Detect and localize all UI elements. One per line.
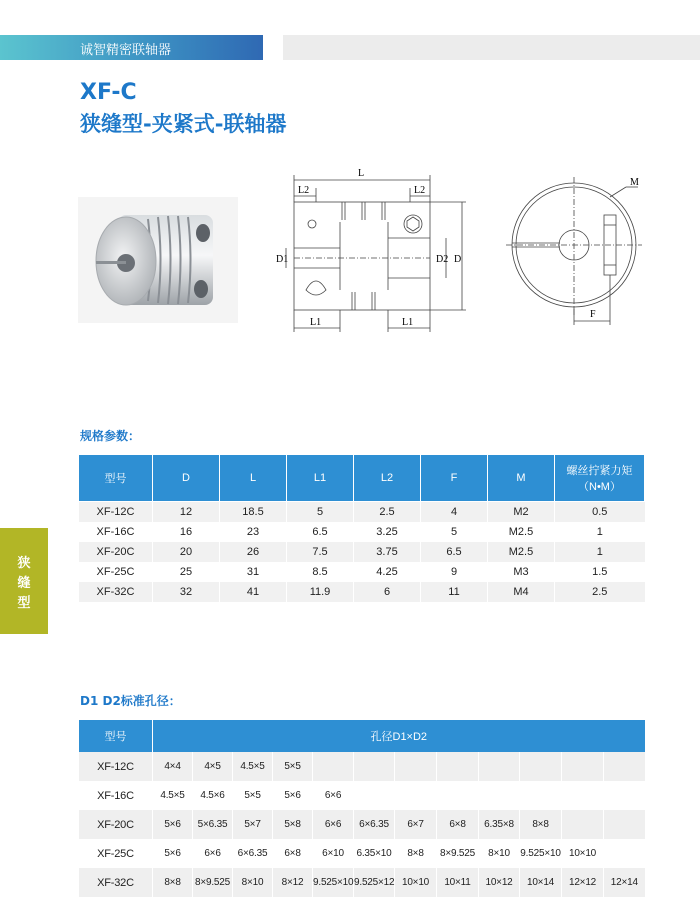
value-cell: 4.5×5: [233, 752, 273, 781]
value-cell: 8×12: [273, 868, 313, 897]
value-cell: 10×11: [437, 868, 479, 897]
value-cell: [395, 781, 437, 810]
value-cell: 9.525×10: [520, 839, 562, 868]
value-cell: M2: [488, 502, 555, 522]
value-cell: 6: [354, 582, 421, 602]
value-cell: 8×8: [395, 839, 437, 868]
top-banner: [0, 35, 263, 60]
spec-section-label: 规格参数：: [80, 429, 141, 443]
col-header-torque: [555, 455, 645, 502]
model-cell: XF-32C: [79, 868, 153, 897]
col-header-L: L: [220, 455, 287, 502]
value-cell: [604, 839, 645, 868]
value-cell: 6×10: [313, 839, 354, 868]
value-cell: 5: [421, 522, 488, 542]
value-cell: [562, 781, 604, 810]
col-header-L2: L2: [354, 455, 421, 502]
product-photo: [78, 197, 238, 323]
value-cell: 12×12: [562, 868, 604, 897]
value-cell: 10×10: [395, 868, 437, 897]
table-row: [79, 582, 645, 602]
value-cell: 16: [153, 522, 220, 542]
value-cell: 11: [421, 582, 488, 602]
value-cell: M2.5: [488, 542, 555, 562]
dim-D1: D1: [276, 254, 289, 265]
brand-name: 诚智精密联轴器: [80, 43, 172, 58]
spec-table-body: [79, 502, 645, 602]
side-view-drawing: [270, 160, 480, 345]
value-cell: 8×10: [479, 839, 520, 868]
value-cell: 6×6: [313, 810, 354, 839]
value-cell: 6×6.35: [354, 810, 395, 839]
value-cell: 5×6: [153, 810, 193, 839]
value-cell: 8.5: [287, 562, 354, 582]
top-gray-bar: [283, 35, 700, 60]
dim-D: D: [454, 254, 462, 265]
dim-L1-right: L1: [402, 317, 414, 328]
value-cell: 31: [220, 562, 287, 582]
value-cell: 8×10: [233, 868, 273, 897]
side-tab-char-2: 缝: [17, 576, 31, 591]
bore-col-header-model: 型号: [79, 720, 153, 752]
dim-M: M: [630, 177, 639, 188]
col-header-model: 型号: [79, 455, 153, 502]
value-cell: 10×12: [479, 868, 520, 897]
value-cell: 12×14: [604, 868, 645, 897]
value-cell: 3.25: [354, 522, 421, 542]
value-cell: 5×6: [153, 839, 193, 868]
value-cell: 10×14: [520, 868, 562, 897]
value-cell: [479, 781, 520, 810]
value-cell: 4.5×6: [193, 781, 233, 810]
value-cell: [520, 781, 562, 810]
model-cell: XF-12C: [79, 752, 153, 781]
value-cell: 5×5: [273, 752, 313, 781]
value-cell: 5×7: [233, 810, 273, 839]
value-cell: [437, 752, 479, 781]
dim-F: F: [590, 309, 596, 320]
value-cell: 32: [153, 582, 220, 602]
value-cell: 5×8: [273, 810, 313, 839]
value-cell: 5: [287, 502, 354, 522]
value-cell: 9.525×12: [354, 868, 395, 897]
side-category-tab: [0, 528, 48, 634]
bore-section-label: D1 D2标准孔径：: [80, 694, 181, 708]
value-cell: 5×6.35: [193, 810, 233, 839]
value-cell: 7.5: [287, 542, 354, 562]
dim-D2: D2: [436, 254, 449, 265]
value-cell: 6×7: [395, 810, 437, 839]
spec-table: [78, 454, 645, 602]
value-cell: 2.5: [354, 502, 421, 522]
value-cell: 6.5: [287, 522, 354, 542]
value-cell: 3.75: [354, 542, 421, 562]
value-cell: 5×6: [273, 781, 313, 810]
value-cell: 25: [153, 562, 220, 582]
value-cell: [479, 752, 520, 781]
value-cell: 9.525×10: [313, 868, 354, 897]
value-cell: [604, 752, 645, 781]
value-cell: 41: [220, 582, 287, 602]
model-cell: XF-16C: [79, 522, 153, 542]
value-cell: [604, 781, 645, 810]
dim-L2-right: L2: [414, 185, 426, 196]
value-cell: [313, 752, 354, 781]
product-name: 狭缝型-夹紧式-联轴器: [80, 112, 287, 136]
col-header-M: M: [488, 455, 555, 502]
bore-col-header-size: 孔径D1×D2: [153, 720, 645, 752]
value-cell: 0.5: [555, 502, 645, 522]
table-row: [79, 502, 645, 522]
value-cell: 12: [153, 502, 220, 522]
bore-table: [78, 720, 645, 897]
value-cell: M2.5: [488, 522, 555, 542]
value-cell: 6.5: [421, 542, 488, 562]
table-row: [79, 839, 645, 868]
product-code: XF-C: [80, 80, 137, 105]
value-cell: 1: [555, 542, 645, 562]
value-cell: 2.5: [555, 582, 645, 602]
value-cell: 4×5: [193, 752, 233, 781]
bore-header-row: [79, 720, 645, 752]
model-cell: XF-12C: [79, 502, 153, 522]
value-cell: 20: [153, 542, 220, 562]
value-cell: [354, 752, 395, 781]
value-cell: [354, 781, 395, 810]
value-cell: 8×9.525: [193, 868, 233, 897]
value-cell: M4: [488, 582, 555, 602]
col-header-F: F: [421, 455, 488, 502]
table-row: [79, 522, 645, 542]
value-cell: [562, 752, 604, 781]
table-row: [79, 810, 645, 839]
spec-header-row: [79, 455, 645, 502]
table-row: [79, 781, 645, 810]
side-tab-char-1: 狭: [17, 556, 31, 571]
value-cell: 6×6.35: [233, 839, 273, 868]
dim-L2-left: L2: [298, 185, 310, 196]
table-row: [79, 562, 645, 582]
value-cell: 6.35×8: [479, 810, 520, 839]
table-row: [79, 868, 645, 897]
value-cell: [604, 810, 645, 839]
value-cell: 9: [421, 562, 488, 582]
value-cell: 1.5: [555, 562, 645, 582]
value-cell: 26: [220, 542, 287, 562]
value-cell: 5×5: [233, 781, 273, 810]
col-header-D: D: [153, 455, 220, 502]
value-cell: 4.25: [354, 562, 421, 582]
value-cell: [437, 781, 479, 810]
value-cell: 23: [220, 522, 287, 542]
value-cell: M3: [488, 562, 555, 582]
model-cell: XF-20C: [79, 810, 153, 839]
value-cell: 6×8: [273, 839, 313, 868]
value-cell: 6×6: [193, 839, 233, 868]
value-cell: [562, 810, 604, 839]
model-cell: XF-32C: [79, 582, 153, 602]
model-cell: XF-25C: [79, 562, 153, 582]
value-cell: 6×8: [437, 810, 479, 839]
value-cell: 11.9: [287, 582, 354, 602]
model-cell: XF-25C: [79, 839, 153, 868]
value-cell: 1: [555, 522, 645, 542]
value-cell: 8×9.525: [437, 839, 479, 868]
value-cell: 4×4: [153, 752, 193, 781]
dim-L1-left: L1: [310, 317, 322, 328]
dim-L: L: [358, 168, 365, 179]
table-row: [79, 752, 645, 781]
value-cell: [395, 752, 437, 781]
value-cell: 18.5: [220, 502, 287, 522]
bore-table-body: [79, 752, 645, 897]
end-view-drawing: [498, 165, 658, 335]
torque-unit: （N•M）: [578, 481, 621, 493]
model-cell: XF-20C: [79, 542, 153, 562]
value-cell: [520, 752, 562, 781]
side-tab-char-3: 型: [17, 596, 31, 611]
model-cell: XF-16C: [79, 781, 153, 810]
table-row: [79, 542, 645, 562]
value-cell: 4.5×5: [153, 781, 193, 810]
value-cell: 10×10: [562, 839, 604, 868]
value-cell: 8×8: [520, 810, 562, 839]
torque-label: 螺丝拧紧力矩: [566, 465, 633, 477]
value-cell: 8×8: [153, 868, 193, 897]
value-cell: 6×6: [313, 781, 354, 810]
value-cell: 6.35×10: [354, 839, 395, 868]
value-cell: 4: [421, 502, 488, 522]
col-header-L1: L1: [287, 455, 354, 502]
